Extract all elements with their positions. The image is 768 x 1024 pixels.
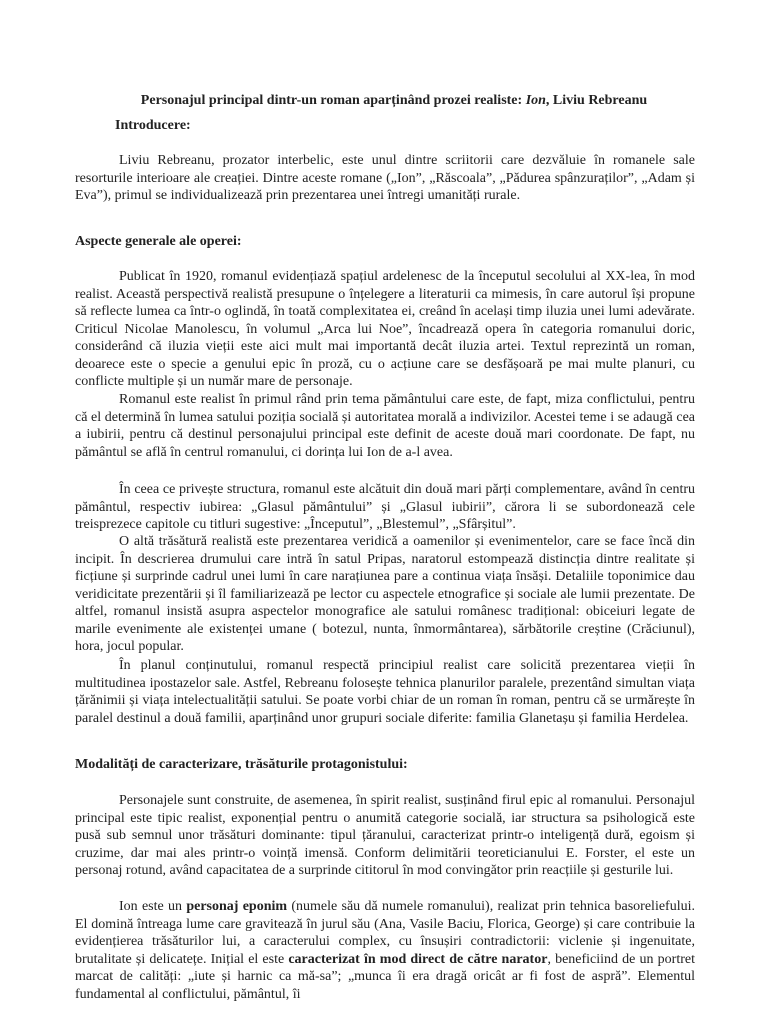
section1-paragraph-1: Publicat în 1920, romanul evidențiază spațiul ardelenesc de la începutul secolului al XX-lea, în mod realist. Această perspectivă realistă presupune o înțelegere a literaturii ca mimesis, în care autorul își propune să reflecte lumea ca într-o oglindă, în toată complexitatea ei, creând în același timp iluzia unei lumi adevărate. Criticul Nicolae Manolescu, în volumul „Arca lui Noe”, încadrează opera în categoria romanului doric, considerând că iluzia vieții este aici mult mai importantă decât iluzia artei. Textul reprezintă un roman, deoarece este o specie a genului epic în proză, cu o acțiune care se desfășoară pe mai multe planuri, cu conflicte multiple și un număr mare de personaje. — [75, 269, 695, 389]
p2-bold-direct: caracterizat în mod direct de către narator — [288, 951, 548, 967]
intro-heading: Introducere: — [115, 118, 191, 133]
title-suffix: , Liviu Rebreanu — [545, 93, 648, 108]
p2-text-1: Ion este un — [119, 899, 187, 914]
p2-text-3: , beneficiind de un portret marcat de calități: „iute și harnic ca mă-sa”; „munca îi era dragă oricât ar fi fost de aspră”. Elementul fundamental al conflictului, pământul, îi — [75, 951, 695, 1002]
intro-paragraph: Liviu Rebreanu, prozator interbelic, este unul dintre scriitorii care dezvăluie în romanele sale resorturile interioare ale creației. Dintre aceste romane („Ion”, „Răscoala”, „Pădurea spânzuraților”, „Adam și Eva”), primul se individualizează prin prezentarea unei întregi umanități rurale. — [75, 153, 695, 203]
p2-bold-eponym: personaj eponim — [186, 899, 288, 914]
title-work: Ion — [525, 93, 546, 108]
section1-paragraph-3: În ceea ce privește structura, romanul este alcătuit din două mari părți complementare, având în centru pământul, respectiv iubirea: „Glasul pământului” și „Glasul iubirii”, cărora li se subordonează cele treisprezece capitole cu titluri sugestive: „Începutul”, „Blestemul”, „Sfârșitul”. — [75, 482, 695, 532]
page-title — [60, 92, 728, 110]
section2-paragraph-1: Personajele sunt construite, de asemenea, în spirit realist, susținând firul epic al romanului. Personajul principal este tipic realist, exponențial pentru o anumită categorie socială, iar structura sa psihologică este pusă sub semnul unor trăsături dominante: tipul țăranului, caracterizat printr-o inteligență dură, egoism și cruzime, dar mai ales printr-o voință imensă. Conform delimitării teoreticianului E. Forster, el este un personaj rotund, având capacitatea de a surprinde cititorul în mod convingător prin reacțiile și gesturile lui. — [75, 793, 695, 878]
section1-paragraph-5: În planul conținutului, romanul respectă principiul realist care solicită prezentarea vieții în multitudinea ipostazelor sale. Astfel, Rebreanu folosește tehnica planurilor paralele, prezentând simultan viața țărănimii și viața intelectualității satului. Se poate vorbi chiar de un roman în roman, pentru că se urmărește în paralel destinul a două familii, aparținând unor grupuri sociale diferite: familia Glanetașu și familia Herdelea. — [75, 658, 695, 726]
section-heading-general: Aspecte generale ale operei: — [75, 234, 242, 249]
section-heading-characterization: Modalități de caracterizare, trăsăturile protagonistului: — [75, 757, 408, 772]
section2-paragraph-2 — [75, 898, 695, 1003]
p2-text-2: (numele său dă numele romanului), realizat prin tehnica basoreliefului. El domină întreaga lume care gravitează în jurul său (Ana, Vasile Baciu, Florica, George) și care contribuie la evidențierea trăsăturilor lui, a caracterului complex, cu însușiri contradictorii: viclenie și ingenuitate, brutalitate și delicatețe. Inițial el este — [75, 899, 695, 967]
title-prefix: Personajul principal dintr-un roman aparținând prozei realiste: — [140, 93, 526, 108]
section1-paragraph-4: O altă trăsătură realistă este prezentarea veridică a oamenilor și evenimentelor, care se face încă din incipit. În descrierea drumului care intră în satul Pripas, naratorul estompează distincția dintre realitate și ficțiune și surprinde cadrul unei lumi în care narațiunea pare a continua viața însăși. Detaliile toponimice dau veridicitate prezentării și îl familiarizează pe lector cu aspectele etnografice și sociale ale lumii prezentate. De altfel, romanul insistă asupra aspectelor monografice ale satului românesc tradițional: obiceiuri legate de marile evenimente ale existenței umane ( botezul, nunta, înmormântarea), sărbătorile creștine (Crăciunul), hora, jocul popular. — [75, 534, 695, 654]
section1-paragraph-2: Romanul este realist în primul rând prin tema pământului care este, de fapt, miza conflictului, pentru că el determină în lumea satului poziția socială și autoritatea morală a indivizilor. Acestei teme i se adaugă cea a iubirii, pentru că destinul personajului principal este definit de aceste două mari coordonate. De fapt, nu pământul se află în centrul romanului, ci dorința lui Ion de a-l avea. — [75, 392, 695, 460]
